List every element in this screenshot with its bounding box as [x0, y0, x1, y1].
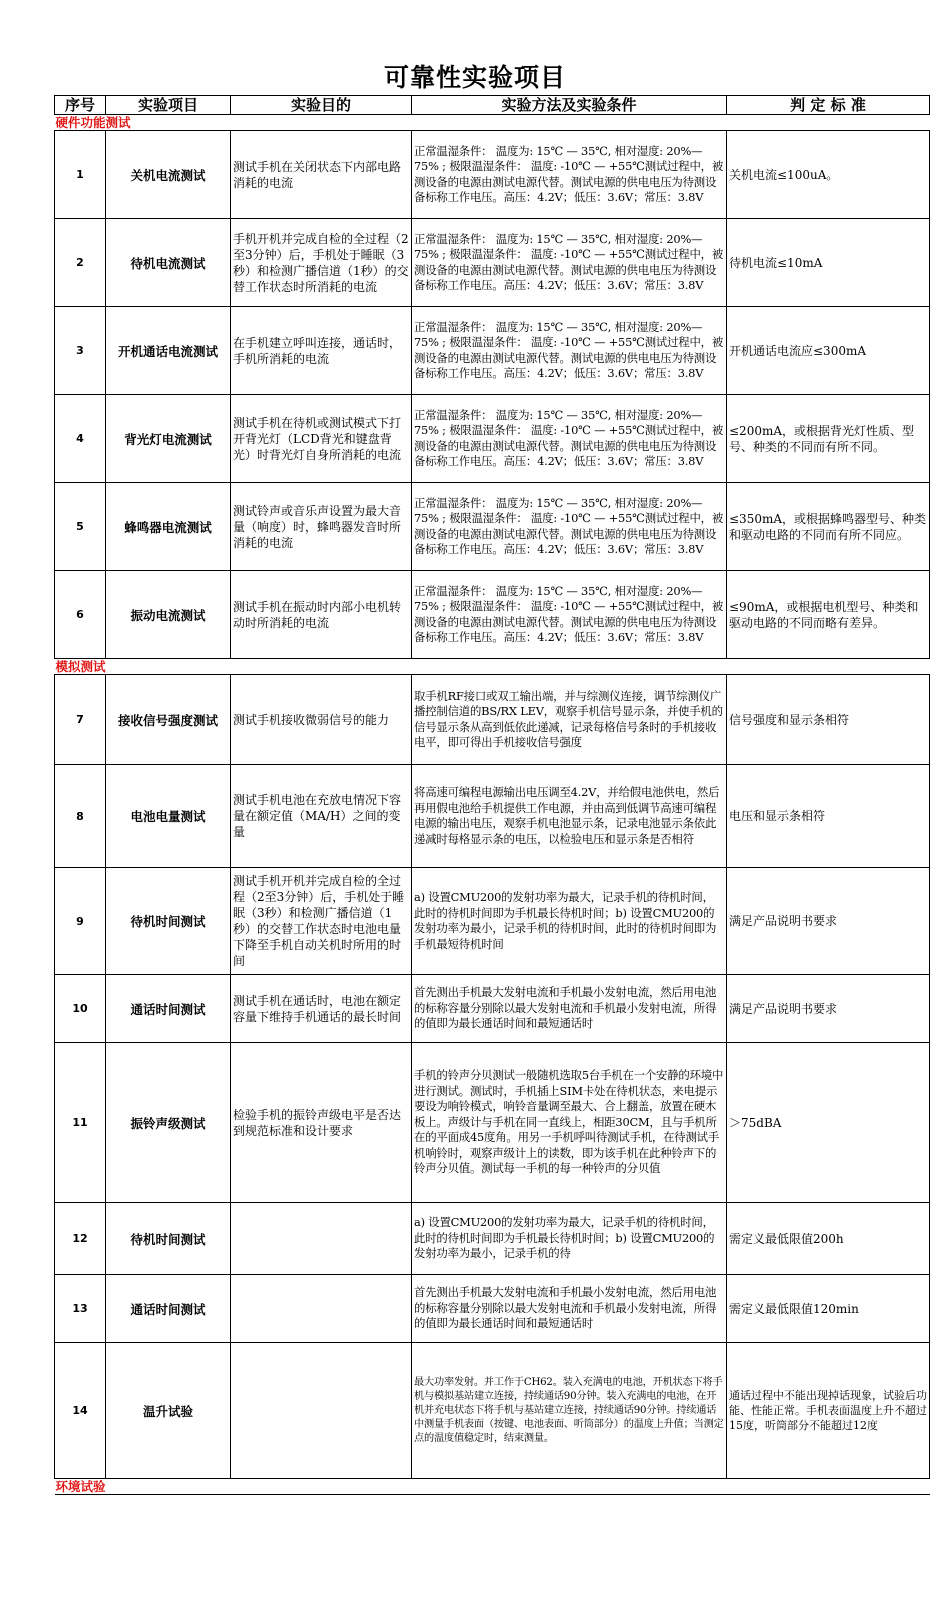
test-item-name: 温升试验 — [106, 1343, 231, 1479]
header-row — [55, 96, 930, 115]
test-method: 将高速可编程电源输出电压调至4.2V，并给假电池供电，然后再用假电池给手机提供工作电源，并由高到低调节高速可编程电源的输出电压，观察手机电池显示条，记录电池显示条依此递减时每格显示条的电压，以检验电压和显示条是否相符 — [412, 765, 727, 868]
section-row-hardware — [55, 115, 930, 131]
test-item-name: 待机电流测试 — [106, 219, 231, 307]
table-row — [55, 1275, 930, 1343]
test-purpose: 测试手机电池在充放电情况下容量在额定值（MA/H）之间的变量 — [231, 765, 412, 868]
test-purpose — [231, 1203, 412, 1275]
test-items-table — [54, 95, 930, 1495]
test-purpose: 测试手机在振动时内部小电机转动时所消耗的电流 — [231, 571, 412, 659]
test-item-name: 待机时间测试 — [106, 868, 231, 975]
header-criterion: 判 定 标 准 — [727, 96, 930, 115]
table-row — [55, 675, 930, 765]
row-number: 5 — [55, 483, 106, 571]
test-criterion: 电压和显示条相符 — [727, 765, 930, 868]
test-criterion: 满足产品说明书要求 — [727, 975, 930, 1043]
section-label: 模拟测试 — [55, 659, 930, 675]
test-item-name: 通话时间测试 — [106, 1275, 231, 1343]
test-criterion: 需定义最低限值200h — [727, 1203, 930, 1275]
row-number: 9 — [55, 868, 106, 975]
test-criterion: 关机电流≤100uA。 — [727, 131, 930, 219]
table-row — [55, 765, 930, 868]
header-item: 实验项目 — [106, 96, 231, 115]
table-row — [55, 975, 930, 1043]
test-item-name: 关机电流测试 — [106, 131, 231, 219]
test-item-name: 蜂鸣器电流测试 — [106, 483, 231, 571]
test-purpose — [231, 1275, 412, 1343]
test-criterion: 开机通话电流应≤300mA — [727, 307, 930, 395]
header-purpose: 实验目的 — [231, 96, 412, 115]
test-purpose: 测试手机接收微弱信号的能力 — [231, 675, 412, 765]
test-purpose: 手机开机并完成自检的全过程（2至3分钟）后，手机处于睡眠（3秒）和检测广播信道（1秒）的交替工作状态时所消耗的电流 — [231, 219, 412, 307]
row-number: 13 — [55, 1275, 106, 1343]
test-method: 正常温湿条件： 温度为: 15℃ — 35℃, 相对湿度: 20%—75% ; 极限温湿条件： 温度: -10℃ — +55℃测试过程中，被测设备的电源由测试电源代替。测试电源的供电电压为待测设备标称工作电压。高压：4.2V；低压：3.6V；常压：3.8V — [412, 307, 727, 395]
test-method: 首先测出手机最大发射电流和手机最小发射电流，然后用电池的标称容量分别除以最大发射电流和手机最小发射电流，所得的值即为最长通话时间和最短通话时 — [412, 1275, 727, 1343]
test-purpose: 检验手机的振铃声级电平是否达到规范标准和设计要求 — [231, 1043, 412, 1203]
row-number: 10 — [55, 975, 106, 1043]
test-item-name: 电池电量测试 — [106, 765, 231, 868]
row-number: 3 — [55, 307, 106, 395]
test-item-name: 接收信号强度测试 — [106, 675, 231, 765]
table-body — [55, 115, 930, 1495]
test-criterion: 满足产品说明书要求 — [727, 868, 930, 975]
table-row — [55, 483, 930, 571]
test-criterion: 信号强度和显示条相符 — [727, 675, 930, 765]
test-criterion: ＞75dBA — [727, 1043, 930, 1203]
section-row-environment — [55, 1479, 930, 1495]
test-item-name: 背光灯电流测试 — [106, 395, 231, 483]
test-purpose: 测试手机在通话时，电池在额定容量下维持手机通话的最长时间 — [231, 975, 412, 1043]
row-number: 6 — [55, 571, 106, 659]
test-item-name: 开机通话电流测试 — [106, 307, 231, 395]
test-method: 正常温湿条件： 温度为: 15℃ — 35℃, 相对湿度: 20%—75% ; 极限温湿条件： 温度: -10℃ — +55℃测试过程中，被测设备的电源由测试电源代替。测试电源的供电电压为待测设备标称工作电压。高压：4.2V；低压：3.6V；常压：3.8V — [412, 395, 727, 483]
section-label: 硬件功能测试 — [55, 115, 930, 131]
test-item-name: 振铃声级测试 — [106, 1043, 231, 1203]
table-row — [55, 571, 930, 659]
test-criterion: 待机电流≤10mA — [727, 219, 930, 307]
row-number: 11 — [55, 1043, 106, 1203]
test-criterion: ≤90mA，或根据电机型号、种类和驱动电路的不同而略有差异。 — [727, 571, 930, 659]
test-item-name: 通话时间测试 — [106, 975, 231, 1043]
test-method: 正常温湿条件： 温度为: 15℃ — 35℃, 相对湿度: 20%—75% ; 极限温湿条件： 温度: -10℃ — +55℃测试过程中，被测设备的电源由测试电源代替。测试电源的供电电压为待测设备标称工作电压。高压：4.2V；低压：3.6V；常压：3.8V — [412, 131, 727, 219]
test-method: 正常温湿条件： 温度为: 15℃ — 35℃, 相对湿度: 20%—75% ; 极限温湿条件： 温度: -10℃ — +55℃测试过程中，被测设备的电源由测试电源代替。测试电源的供电电压为待测设备标称工作电压。高压：4.2V；低压：3.6V；常压：3.8V — [412, 483, 727, 571]
header-no: 序号 — [55, 96, 106, 115]
test-method: a) 设置CMU200的发射功率为最大，记录手机的待机时间，此时的待机时间即为手机最长待机时间；b) 设置CMU200的发射功率为最小，记录手机的待机时间，此时的待机时间即为手机最短待机时间 — [412, 868, 727, 975]
page-title: 可靠性实验项目 — [383, 63, 566, 92]
test-criterion: 通话过程中不能出现掉话现象，试验后功能、性能正常。手机表面温度上升不超过15度，听筒部分不能超过12度 — [727, 1343, 930, 1479]
test-method: 首先测出手机最大发射电流和手机最小发射电流，然后用电池的标称容量分别除以最大发射电流和手机最小发射电流，所得的值即为最长通话时间和最短通话时 — [412, 975, 727, 1043]
test-method: 最大功率发射。并工作于CH62。装入充满电的电池，开机状态下将手机与模拟基站建立连接，持续通话90分钟。装入充满电的电池，在开机并充电状态下将手机与基站建立连接，持续通话90分钟。持续通话中测量手机表面（按键、电池表面、听筒部分）的温度上升值；当测定点的温度值稳定时，结束测量。 — [412, 1343, 727, 1479]
test-criterion: 需定义最低限值120min — [727, 1275, 930, 1343]
row-number: 2 — [55, 219, 106, 307]
table-row — [55, 1203, 930, 1275]
test-criterion: ≤200mA，或根据背光灯性质、型号、种类的不同而有所不同。 — [727, 395, 930, 483]
test-item-name: 待机时间测试 — [106, 1203, 231, 1275]
section-row-simulation — [55, 659, 930, 675]
test-method: 手机的铃声分贝测试一般随机选取5台手机在一个安静的环境中进行测试。测试时，手机插上SIM卡处在待机状态，来电提示要设为响铃模式，响铃音量调至最大、合上翻盖，放置在硬木板上。声级计与手机在同一直线上，相距30CM，且与手机所在的平面成45度角。用另一手机呼叫待测试手机，在待测试手机响铃时，观察声级计上的读数，即为该手机在此种铃声下的铃声分贝值。测试每一手机的每一种铃声的分贝值 — [412, 1043, 727, 1203]
table-row — [55, 868, 930, 975]
test-purpose — [231, 1343, 412, 1479]
header-method: 实验方法及实验条件 — [412, 96, 727, 115]
table-row — [55, 131, 930, 219]
table-row — [55, 219, 930, 307]
test-purpose: 测试手机在关闭状态下内部电路消耗的电流 — [231, 131, 412, 219]
test-purpose: 在手机建立呼叫连接，通话时，手机所消耗的电流 — [231, 307, 412, 395]
test-criterion: ≤350mA，或根据蜂鸣器型号、种类和驱动电路的不同而有所不同应。 — [727, 483, 930, 571]
row-number: 7 — [55, 675, 106, 765]
test-method: a) 设置CMU200的发射功率为最大，记录手机的待机时间，此时的待机时间即为手机最长待机时间；b) 设置CMU200的发射功率为最小，记录手机的待 — [412, 1203, 727, 1275]
table-row — [55, 395, 930, 483]
test-purpose: 测试手机在待机或测试模式下打开背光灯（LCD背光和键盘背光）时背光灯自身所消耗的电流 — [231, 395, 412, 483]
test-method: 正常温湿条件： 温度为: 15℃ — 35℃, 相对湿度: 20%—75% ; 极限温湿条件： 温度: -10℃ — +55℃测试过程中，被测设备的电源由测试电源代替。测试电源的供电电压为待测设备标称工作电压。高压：4.2V；低压：3.6V；常压：3.8V — [412, 571, 727, 659]
test-method: 正常温湿条件： 温度为: 15℃ — 35℃, 相对湿度: 20%—75% ; 极限温湿条件： 温度: -10℃ — +55℃测试过程中，被测设备的电源由测试电源代替。测试电源的供电电压为待测设备标称工作电压。高压：4.2V；低压：3.6V；常压：3.8V — [412, 219, 727, 307]
test-purpose: 测试手机开机并完成自检的全过程（2至3分钟）后，手机处于睡眠（3秒）和检测广播信道（1秒）的交替工作状态时电池电量下降至手机自动关机时所用的时间 — [231, 868, 412, 975]
test-purpose: 测试铃声或音乐声设置为最大音量（响度）时，蜂鸣器发音时所消耗的电流 — [231, 483, 412, 571]
table-row — [55, 307, 930, 395]
row-number: 1 — [55, 131, 106, 219]
row-number: 12 — [55, 1203, 106, 1275]
row-number: 4 — [55, 395, 106, 483]
row-number: 8 — [55, 765, 106, 868]
table-row — [55, 1043, 930, 1203]
test-method: 取手机RF接口或双工输出端，并与综测仪连接，调节综测仪广播控制信道的BS/RX LEV，观察手机信号显示条，并使手机的信号显示条从高到低依此递减，记录每格信号条时的手机接收电平，即可得出手机接收信号强度 — [412, 675, 727, 765]
test-item-name: 振动电流测试 — [106, 571, 231, 659]
table-row — [55, 1343, 930, 1479]
row-number: 14 — [55, 1343, 106, 1479]
section-label: 环境试验 — [55, 1479, 930, 1495]
